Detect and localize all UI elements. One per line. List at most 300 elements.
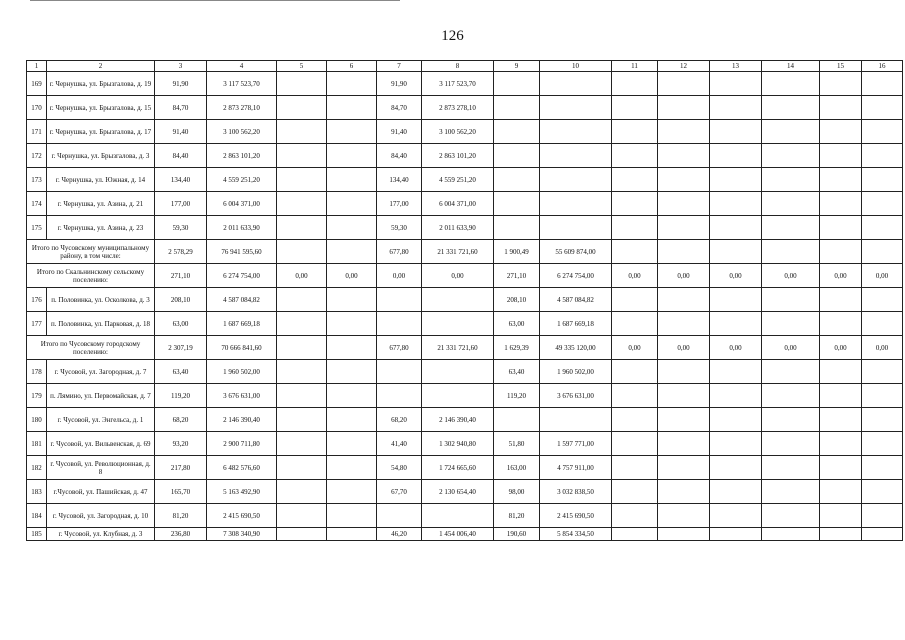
row-number: 171 — [27, 120, 47, 144]
value-cell-col-10: 55 609 874,00 — [540, 240, 612, 264]
value-cell-col-14 — [762, 168, 820, 192]
value-cell-col-3: 81,20 — [155, 504, 207, 528]
value-cell-col-15 — [820, 144, 862, 168]
value-cell-col-16 — [862, 288, 903, 312]
value-cell-col-4: 2 011 633,90 — [207, 216, 277, 240]
value-cell-col-5 — [277, 384, 327, 408]
value-cell-col-14: 0,00 — [762, 264, 820, 288]
value-cell-col-8: 1 724 665,60 — [422, 456, 494, 480]
value-cell-col-14 — [762, 360, 820, 384]
column-number-2: 2 — [47, 61, 155, 72]
value-cell-col-8: 3 117 523,70 — [422, 72, 494, 96]
value-cell-col-13 — [710, 360, 762, 384]
value-cell-col-10 — [540, 192, 612, 216]
value-cell-col-7: 677,80 — [377, 240, 422, 264]
value-cell-col-6 — [327, 336, 377, 360]
column-number-3: 3 — [155, 61, 207, 72]
column-number-15: 15 — [820, 61, 862, 72]
value-cell-col-3: 2 578,29 — [155, 240, 207, 264]
value-cell-col-6 — [327, 504, 377, 528]
value-cell-col-4: 2 873 278,10 — [207, 96, 277, 120]
table-row — [27, 216, 903, 240]
value-cell-col-6 — [327, 288, 377, 312]
value-cell-col-14 — [762, 408, 820, 432]
value-cell-col-5 — [277, 168, 327, 192]
column-number-12: 12 — [658, 61, 710, 72]
value-cell-col-16 — [862, 480, 903, 504]
value-cell-col-13 — [710, 96, 762, 120]
value-cell-col-7 — [377, 384, 422, 408]
value-cell-col-14: 0,00 — [762, 336, 820, 360]
value-cell-col-5 — [277, 504, 327, 528]
value-cell-col-9: 208,10 — [494, 288, 540, 312]
value-cell-col-4: 3 676 631,00 — [207, 384, 277, 408]
value-cell-col-11 — [612, 120, 658, 144]
value-cell-col-6 — [327, 168, 377, 192]
value-cell-col-6 — [327, 240, 377, 264]
value-cell-col-14 — [762, 288, 820, 312]
value-cell-col-3: 271,10 — [155, 264, 207, 288]
value-cell-col-9 — [494, 96, 540, 120]
value-cell-col-12 — [658, 96, 710, 120]
row-number: 176 — [27, 288, 47, 312]
value-cell-col-8 — [422, 384, 494, 408]
value-cell-col-10: 6 274 754,00 — [540, 264, 612, 288]
table-row — [27, 144, 903, 168]
value-cell-col-7: 68,20 — [377, 408, 422, 432]
value-cell-col-6 — [327, 72, 377, 96]
value-cell-col-11 — [612, 192, 658, 216]
value-cell-col-6 — [327, 408, 377, 432]
address-cell: г. Чусовой, ул. Загородная, д. 7 — [47, 360, 155, 384]
table-row — [27, 72, 903, 96]
value-cell-col-11 — [612, 216, 658, 240]
value-cell-col-15: 0,00 — [820, 336, 862, 360]
value-cell-col-5 — [277, 96, 327, 120]
value-cell-col-11 — [612, 360, 658, 384]
value-cell-col-6 — [327, 384, 377, 408]
table-body — [27, 72, 903, 541]
value-cell-col-12 — [658, 360, 710, 384]
value-cell-col-14 — [762, 312, 820, 336]
value-cell-col-11 — [612, 168, 658, 192]
value-cell-col-14 — [762, 216, 820, 240]
row-number: 183 — [27, 480, 47, 504]
row-number: 182 — [27, 456, 47, 480]
value-cell-col-12 — [658, 72, 710, 96]
value-cell-col-16 — [862, 528, 903, 541]
value-cell-col-12 — [658, 312, 710, 336]
value-cell-col-3: 236,80 — [155, 528, 207, 541]
column-number-7: 7 — [377, 61, 422, 72]
value-cell-col-6 — [327, 480, 377, 504]
value-cell-col-4: 4 587 084,82 — [207, 288, 277, 312]
value-cell-col-8: 2 863 101,20 — [422, 144, 494, 168]
value-cell-col-3: 91,90 — [155, 72, 207, 96]
value-cell-col-7: 41,40 — [377, 432, 422, 456]
value-cell-col-3: 59,30 — [155, 216, 207, 240]
value-cell-col-15 — [820, 240, 862, 264]
value-cell-col-7 — [377, 504, 422, 528]
value-cell-col-3: 119,20 — [155, 384, 207, 408]
value-cell-col-10 — [540, 216, 612, 240]
value-cell-col-10 — [540, 96, 612, 120]
value-cell-col-15: 0,00 — [820, 264, 862, 288]
value-cell-col-13 — [710, 120, 762, 144]
value-cell-col-5 — [277, 216, 327, 240]
value-cell-col-3: 63,00 — [155, 312, 207, 336]
value-cell-col-11 — [612, 288, 658, 312]
value-cell-col-8: 3 100 562,20 — [422, 120, 494, 144]
value-cell-col-9: 63,00 — [494, 312, 540, 336]
value-cell-col-10: 1 960 502,00 — [540, 360, 612, 384]
subtotal-row — [27, 264, 903, 288]
value-cell-col-5 — [277, 240, 327, 264]
value-cell-col-3: 177,00 — [155, 192, 207, 216]
value-cell-col-15 — [820, 384, 862, 408]
value-cell-col-10: 4 757 911,00 — [540, 456, 612, 480]
value-cell-col-8: 21 331 721,60 — [422, 336, 494, 360]
subtotal-row — [27, 240, 903, 264]
value-cell-col-4: 6 482 576,60 — [207, 456, 277, 480]
value-cell-col-10: 5 854 334,50 — [540, 528, 612, 541]
row-number: 184 — [27, 504, 47, 528]
value-cell-col-12 — [658, 432, 710, 456]
value-cell-col-7: 91,40 — [377, 120, 422, 144]
table-row — [27, 480, 903, 504]
value-cell-col-14 — [762, 96, 820, 120]
value-cell-col-10: 1 597 771,00 — [540, 432, 612, 456]
page-number: 126 — [441, 28, 464, 44]
value-cell-col-10: 49 335 120,00 — [540, 336, 612, 360]
value-cell-col-15 — [820, 312, 862, 336]
row-number: 180 — [27, 408, 47, 432]
value-cell-col-10: 1 687 669,18 — [540, 312, 612, 336]
value-cell-col-4: 76 941 595,60 — [207, 240, 277, 264]
value-cell-col-7 — [377, 288, 422, 312]
value-cell-col-8: 1 454 006,40 — [422, 528, 494, 541]
subtotal-label: Итого по Чусовскому городскому поселению: — [27, 336, 155, 360]
value-cell-col-7: 84,70 — [377, 96, 422, 120]
value-cell-col-9: 163,00 — [494, 456, 540, 480]
value-cell-col-11 — [612, 480, 658, 504]
apartment-register-table — [26, 60, 903, 541]
value-cell-col-7: 67,70 — [377, 480, 422, 504]
address-cell: г. Чернушка, ул. Брызгалова, д. 19 — [47, 72, 155, 96]
value-cell-col-3: 84,70 — [155, 96, 207, 120]
value-cell-col-4: 3 117 523,70 — [207, 72, 277, 96]
value-cell-col-16: 0,00 — [862, 264, 903, 288]
value-cell-col-13 — [710, 408, 762, 432]
value-cell-col-15 — [820, 480, 862, 504]
value-cell-col-3: 93,20 — [155, 432, 207, 456]
value-cell-col-7 — [377, 360, 422, 384]
value-cell-col-4: 6 004 371,00 — [207, 192, 277, 216]
value-cell-col-6 — [327, 144, 377, 168]
value-cell-col-6 — [327, 120, 377, 144]
value-cell-col-8: 21 331 721,60 — [422, 240, 494, 264]
value-cell-col-6 — [327, 192, 377, 216]
value-cell-col-5 — [277, 456, 327, 480]
value-cell-col-13 — [710, 288, 762, 312]
table-row — [27, 528, 903, 541]
value-cell-col-14 — [762, 504, 820, 528]
value-cell-col-8: 0,00 — [422, 264, 494, 288]
value-cell-col-9: 190,60 — [494, 528, 540, 541]
value-cell-col-15 — [820, 72, 862, 96]
value-cell-col-14 — [762, 456, 820, 480]
address-cell: г. Чусовой, ул. Клубная, д. 3 — [47, 528, 155, 541]
value-cell-col-10: 3 032 838,50 — [540, 480, 612, 504]
value-cell-col-4: 2 863 101,20 — [207, 144, 277, 168]
value-cell-col-5 — [277, 192, 327, 216]
scan-top-line — [30, 0, 400, 1]
subtotal-row — [27, 336, 903, 360]
address-cell: п. Половинка, ул. Парковая, д. 18 — [47, 312, 155, 336]
value-cell-col-13 — [710, 504, 762, 528]
value-cell-col-3: 165,70 — [155, 480, 207, 504]
value-cell-col-11 — [612, 240, 658, 264]
address-cell: г. Чернушка, ул. Брызгалова, д. 15 — [47, 96, 155, 120]
value-cell-col-3: 84,40 — [155, 144, 207, 168]
value-cell-col-14 — [762, 528, 820, 541]
value-cell-col-9: 98,00 — [494, 480, 540, 504]
value-cell-col-6 — [327, 456, 377, 480]
value-cell-col-7: 91,90 — [377, 72, 422, 96]
column-number-10: 10 — [540, 61, 612, 72]
value-cell-col-8: 2 146 390,40 — [422, 408, 494, 432]
value-cell-col-11: 0,00 — [612, 336, 658, 360]
value-cell-col-13 — [710, 72, 762, 96]
row-number: 185 — [27, 528, 47, 541]
value-cell-col-5 — [277, 408, 327, 432]
value-cell-col-12 — [658, 216, 710, 240]
value-cell-col-13 — [710, 480, 762, 504]
value-cell-col-7: 134,40 — [377, 168, 422, 192]
value-cell-col-11 — [612, 96, 658, 120]
value-cell-col-11: 0,00 — [612, 264, 658, 288]
address-cell: п. Лямино, ул. Первомайская, д. 7 — [47, 384, 155, 408]
value-cell-col-5 — [277, 288, 327, 312]
value-cell-col-5 — [277, 432, 327, 456]
value-cell-col-5 — [277, 528, 327, 541]
value-cell-col-8 — [422, 504, 494, 528]
row-number: 174 — [27, 192, 47, 216]
value-cell-col-8: 4 559 251,20 — [422, 168, 494, 192]
value-cell-col-12 — [658, 288, 710, 312]
table-row — [27, 360, 903, 384]
column-number-11: 11 — [612, 61, 658, 72]
value-cell-col-7: 677,80 — [377, 336, 422, 360]
value-cell-col-9: 1 629,39 — [494, 336, 540, 360]
value-cell-col-13 — [710, 312, 762, 336]
table-row — [27, 504, 903, 528]
value-cell-col-7: 54,80 — [377, 456, 422, 480]
row-number: 170 — [27, 96, 47, 120]
subtotal-label: Итого по Скальнинскому сельскому поселению: — [27, 264, 155, 288]
value-cell-col-10 — [540, 168, 612, 192]
table-row — [27, 456, 903, 480]
address-cell: г. Чернушка, ул. Брызгалова, д. 3 — [47, 144, 155, 168]
value-cell-col-4: 2 900 711,80 — [207, 432, 277, 456]
value-cell-col-6 — [327, 216, 377, 240]
value-cell-col-16 — [862, 120, 903, 144]
value-cell-col-14 — [762, 432, 820, 456]
value-cell-col-4: 5 163 492,90 — [207, 480, 277, 504]
value-cell-col-4: 2 415 690,50 — [207, 504, 277, 528]
value-cell-col-7: 84,40 — [377, 144, 422, 168]
value-cell-col-3: 68,20 — [155, 408, 207, 432]
value-cell-col-14 — [762, 120, 820, 144]
value-cell-col-15 — [820, 192, 862, 216]
column-number-16: 16 — [862, 61, 903, 72]
address-cell: г. Чусовой, ул. Вильвенская, д. 69 — [47, 432, 155, 456]
value-cell-col-12 — [658, 120, 710, 144]
value-cell-col-5 — [277, 312, 327, 336]
value-cell-col-16 — [862, 456, 903, 480]
value-cell-col-14 — [762, 72, 820, 96]
value-cell-col-9 — [494, 72, 540, 96]
value-cell-col-9: 63,40 — [494, 360, 540, 384]
table-row — [27, 96, 903, 120]
row-number: 169 — [27, 72, 47, 96]
value-cell-col-13 — [710, 192, 762, 216]
value-cell-col-9 — [494, 216, 540, 240]
value-cell-col-8 — [422, 288, 494, 312]
value-cell-col-4: 1 687 669,18 — [207, 312, 277, 336]
value-cell-col-15 — [820, 432, 862, 456]
value-cell-col-16 — [862, 144, 903, 168]
row-number: 178 — [27, 360, 47, 384]
address-cell: г. Чернушка, ул. Азина, д. 21 — [47, 192, 155, 216]
value-cell-col-10 — [540, 408, 612, 432]
value-cell-col-12 — [658, 168, 710, 192]
value-cell-col-16 — [862, 192, 903, 216]
value-cell-col-4: 3 100 562,20 — [207, 120, 277, 144]
value-cell-col-4: 1 960 502,00 — [207, 360, 277, 384]
value-cell-col-9: 119,20 — [494, 384, 540, 408]
value-cell-col-7: 59,30 — [377, 216, 422, 240]
value-cell-col-10: 3 676 631,00 — [540, 384, 612, 408]
value-cell-col-16 — [862, 168, 903, 192]
value-cell-col-11 — [612, 456, 658, 480]
value-cell-col-6 — [327, 312, 377, 336]
value-cell-col-13 — [710, 240, 762, 264]
value-cell-col-13 — [710, 456, 762, 480]
column-number-8: 8 — [422, 61, 494, 72]
column-number-13: 13 — [710, 61, 762, 72]
value-cell-col-12: 0,00 — [658, 336, 710, 360]
value-cell-col-15 — [820, 456, 862, 480]
value-cell-col-11 — [612, 528, 658, 541]
value-cell-col-4: 70 666 841,60 — [207, 336, 277, 360]
row-number: 172 — [27, 144, 47, 168]
row-number: 177 — [27, 312, 47, 336]
value-cell-col-4: 6 274 754,00 — [207, 264, 277, 288]
value-cell-col-16 — [862, 504, 903, 528]
address-cell: г. Чусовой, ул. Энгельса, д. 1 — [47, 408, 155, 432]
value-cell-col-3: 63,40 — [155, 360, 207, 384]
value-cell-col-9 — [494, 144, 540, 168]
value-cell-col-16 — [862, 240, 903, 264]
value-cell-col-13 — [710, 528, 762, 541]
value-cell-col-6 — [327, 528, 377, 541]
value-cell-col-14 — [762, 480, 820, 504]
value-cell-col-12 — [658, 408, 710, 432]
value-cell-col-7: 0,00 — [377, 264, 422, 288]
table-row — [27, 120, 903, 144]
value-cell-col-12 — [658, 192, 710, 216]
value-cell-col-8: 1 302 940,80 — [422, 432, 494, 456]
value-cell-col-4: 2 146 390,40 — [207, 408, 277, 432]
table-row — [27, 168, 903, 192]
value-cell-col-15 — [820, 408, 862, 432]
value-cell-col-15 — [820, 288, 862, 312]
value-cell-col-11 — [612, 144, 658, 168]
value-cell-col-11 — [612, 312, 658, 336]
value-cell-col-15 — [820, 360, 862, 384]
value-cell-col-8: 2 130 654,40 — [422, 480, 494, 504]
column-number-1: 1 — [27, 61, 47, 72]
column-number-row — [27, 61, 903, 72]
value-cell-col-12 — [658, 480, 710, 504]
table-row — [27, 288, 903, 312]
value-cell-col-7: 177,00 — [377, 192, 422, 216]
value-cell-col-16 — [862, 216, 903, 240]
value-cell-col-8: 2 873 278,10 — [422, 96, 494, 120]
value-cell-col-8 — [422, 312, 494, 336]
value-cell-col-5 — [277, 144, 327, 168]
value-cell-col-10 — [540, 72, 612, 96]
value-cell-col-10: 4 587 084,82 — [540, 288, 612, 312]
value-cell-col-3: 208,10 — [155, 288, 207, 312]
value-cell-col-3: 2 307,19 — [155, 336, 207, 360]
value-cell-col-9 — [494, 168, 540, 192]
value-cell-col-8: 2 011 633,90 — [422, 216, 494, 240]
column-number-6: 6 — [327, 61, 377, 72]
subtotal-label: Итого по Чусовскому муниципальному району, в том числе: — [27, 240, 155, 264]
value-cell-col-4: 7 308 340,90 — [207, 528, 277, 541]
value-cell-col-14 — [762, 144, 820, 168]
value-cell-col-6: 0,00 — [327, 264, 377, 288]
value-cell-col-13 — [710, 432, 762, 456]
value-cell-col-15 — [820, 528, 862, 541]
address-cell: г. Чернушка, ул. Южная, д. 14 — [47, 168, 155, 192]
value-cell-col-4: 4 559 251,20 — [207, 168, 277, 192]
value-cell-col-16: 0,00 — [862, 336, 903, 360]
value-cell-col-3: 217,80 — [155, 456, 207, 480]
address-cell: г.Чусовой, ул. Пашийская, д. 47 — [47, 480, 155, 504]
value-cell-col-15 — [820, 504, 862, 528]
value-cell-col-13: 0,00 — [710, 336, 762, 360]
value-cell-col-15 — [820, 168, 862, 192]
value-cell-col-7 — [377, 312, 422, 336]
value-cell-col-12: 0,00 — [658, 264, 710, 288]
value-cell-col-12 — [658, 384, 710, 408]
value-cell-col-10: 2 415 690,50 — [540, 504, 612, 528]
value-cell-col-12 — [658, 528, 710, 541]
value-cell-col-12 — [658, 144, 710, 168]
value-cell-col-15 — [820, 96, 862, 120]
address-cell: г. Чусовой, ул. Революционная, д. 8 — [47, 456, 155, 480]
table-row — [27, 312, 903, 336]
value-cell-col-9 — [494, 120, 540, 144]
table-row — [27, 408, 903, 432]
value-cell-col-13 — [710, 168, 762, 192]
address-cell: п. Половинка, ул. Осколкова, д. 3 — [47, 288, 155, 312]
row-number: 181 — [27, 432, 47, 456]
value-cell-col-5 — [277, 336, 327, 360]
